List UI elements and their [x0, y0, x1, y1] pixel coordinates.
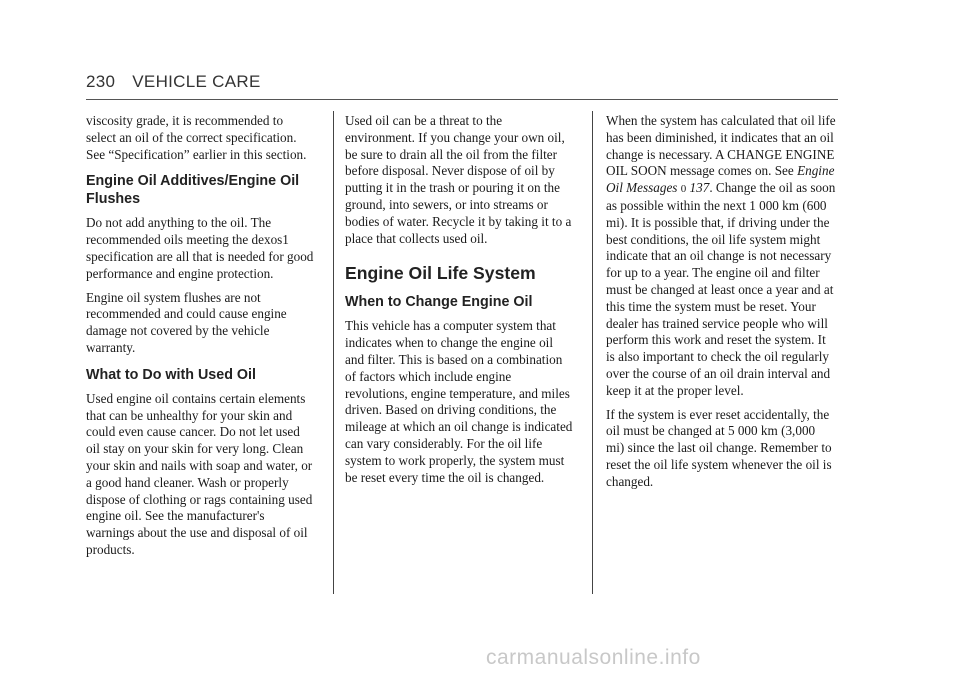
- paragraph: viscosity grade, it is recommended to select an oil of the correct specification. See “Specification” earlier in this section.: [86, 113, 307, 162]
- paragraph: Engine oil system flushes are not recommended and could cause engine damage not covered by the vehicle warranty.: [86, 289, 287, 355]
- watermark: carmanualsonline.info: [486, 646, 701, 669]
- paragraph: Do not add anything to the oil. The recommended oils meeting the dexos1 specification are all that is needed for good performance and engine protection.: [86, 215, 314, 281]
- paragraph: Used engine oil contains certain elements that can be unhealthy for your skin and could even cause cancer. Do not let used oil stay on your skin for very long. Clean your skin and nails with soap and water, or a good hand cleaner. Wash or properly dispose of clothing or rags containing used engine oil. See the manufacturer's warnings about the use and disposal of oil products.: [86, 390, 313, 557]
- column-divider: [592, 111, 593, 594]
- column-3: [606, 113, 836, 498]
- paragraph-text: When the system has calculated that oil life has been diminished, it indicates that an oil change is necessary. A CHANGE ENGINE OIL SOON message comes on. See: [606, 113, 836, 179]
- heading-additives: Engine Oil Additives/Engine Oil Flushes: [86, 173, 300, 208]
- heading-when-to-change: When to Change Engine Oil: [345, 294, 533, 311]
- paragraph: Used oil can be a threat to the environment. If you change your own oil, be sure to drain all the oil from the filter before disposal. Never dispose of oil by putting it in the trash or pouring it on the ground, into sewers, or into streams or bodies of water. Recycle it by taking it to a place that collects used oil.: [345, 113, 572, 246]
- paragraph: If the system is ever reset accidentally, the oil must be changed at 5 000 km (3,000 mi) since the last oil change. Remember to reset the oil life system whenever the oil is changed.: [606, 406, 832, 489]
- paragraph-text: . Change the oil as soon as possible within the next 1 000 km (600 mi). It is possible that, if driving under the best conditions, the oil life system might indicate that an oil change is not necessary for up to a year. The engine oil and filter must be changed at least once a year and at this time the system must be reset. Your dealer has trained service people who will perform this work and reset the system. It is also important to check the oil regularly over the course of an oil drain interval and keep it at the proper level.: [606, 180, 836, 398]
- column-2: [345, 113, 575, 493]
- page-number: 230: [86, 72, 116, 91]
- page-reference-number[interactable]: 137: [689, 180, 710, 196]
- heading-used-oil: What to Do with Used Oil: [86, 366, 256, 383]
- page-header: [86, 72, 261, 92]
- column-divider: [333, 111, 334, 594]
- column-1: [86, 113, 316, 566]
- header-rule: [86, 99, 838, 100]
- paragraph: [606, 113, 836, 400]
- heading-oil-life-system: Engine Oil Life System: [345, 263, 536, 284]
- page-reference-arrow-icon: 0: [680, 183, 687, 196]
- section-title: VEHICLE CARE: [132, 72, 261, 91]
- paragraph: This vehicle has a computer system that indicates when to change the engine oil and filter. This is based on a combination of factors which include engine revolutions, engine temperature, and miles driven. Based on driving conditions, the mileage at which an oil change is indicated can vary considerably. For the oil life system to work properly, the system must be reset every time the oil is changed.: [345, 318, 573, 485]
- link-text[interactable]: Engine Oil Messages: [606, 163, 835, 196]
